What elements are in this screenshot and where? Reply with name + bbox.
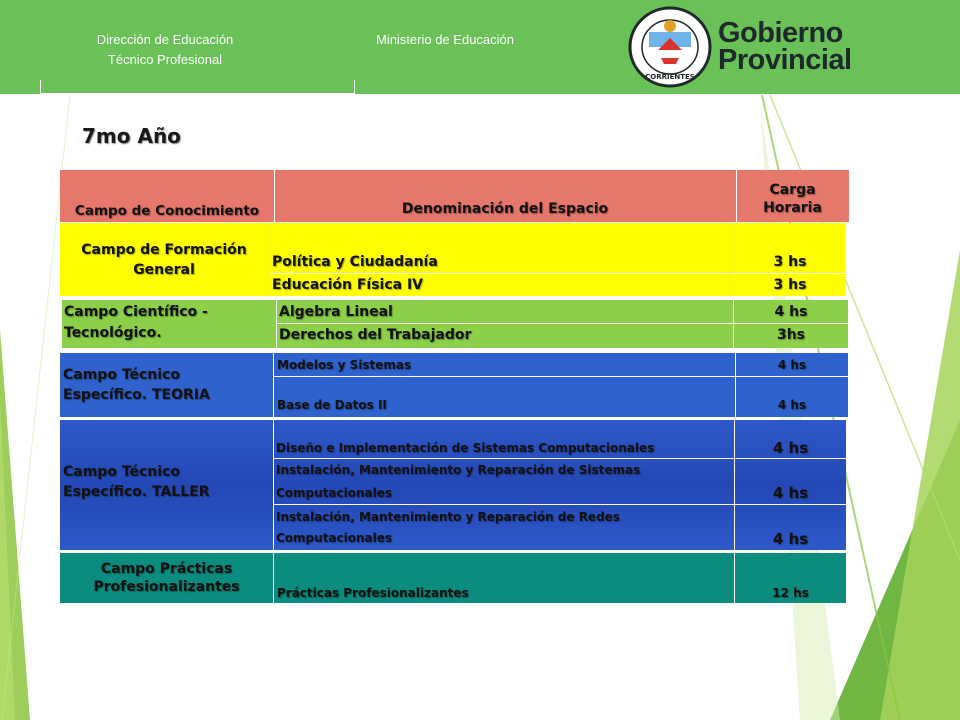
cientifico-campo-line1: Campo Científico - [64, 304, 208, 320]
header-ministerio: Ministerio de Educación [375, 32, 515, 47]
practicas-block [60, 553, 846, 603]
column-divider [276, 300, 277, 348]
cientifico-row-1-espacio: Algebra Lineal [279, 304, 393, 320]
header-campo: Campo de Conocimiento [74, 203, 260, 219]
row-divider [273, 458, 846, 459]
cientifico-block [62, 300, 848, 348]
header-direccion-line1: Dirección de Educación [96, 32, 234, 47]
practicas-campo-line2: Profesionalizantes [93, 579, 240, 595]
taller-block [60, 420, 846, 550]
column-divider [269, 223, 270, 296]
taller-row-2-horas: 4 hs [772, 484, 809, 502]
header-direccion-line2: Técnico Profesional [107, 52, 223, 67]
general-row-1-espacio: Política y Ciudadanía [272, 254, 438, 270]
taller-row-2-espacio-line2: Computacionales [276, 486, 393, 500]
header-direccion [60, 30, 270, 70]
corrientes-seal-icon [627, 6, 713, 88]
teoria-row-1-horas: 4 hs [777, 358, 807, 372]
teoria-block [60, 353, 848, 417]
seal-label: CORRIENTES [645, 73, 695, 81]
header-bar [0, 0, 960, 94]
right-green-ray-light [880, 250, 960, 720]
row-divider [273, 504, 846, 505]
taller-row-1-horas: 4 hs [772, 439, 809, 457]
header-carga-line1: Carga [769, 182, 816, 198]
general-row-2-horas: 3 hs [773, 277, 807, 293]
practicas-campo-line1: Campo Prácticas [100, 561, 233, 577]
practicas-horas: 12 hs [772, 586, 809, 600]
header-divider-tick [354, 80, 355, 94]
row-divider [269, 273, 846, 274]
table-header-row [60, 170, 849, 222]
taller-row-2-espacio-line1: Instalación, Mantenimiento y Reparación de Sistemas [276, 463, 641, 477]
wordmark-line2: Provincial [718, 44, 852, 76]
practicas-espacio: Prácticas Profesionalizantes [277, 586, 469, 600]
column-divider [273, 420, 274, 550]
cientifico-row-1-horas: 4 hs [774, 304, 808, 320]
cientifico-campo-line2: Tecnológico. [64, 325, 162, 341]
general-row-2-espacio: Educación Física IV [272, 277, 424, 293]
wordmark-line1: Gobierno [718, 17, 843, 49]
taller-row-3-espacio-line1: Instalación, Mantenimiento y Reparación de Redes [276, 510, 620, 524]
header-divider-tick [40, 80, 41, 94]
taller-campo-line2: Específico. TALLER [63, 484, 210, 500]
cientifico-row-2-horas: 3hs [776, 327, 806, 343]
taller-campo-line1: Campo Técnico [63, 464, 180, 480]
taller-row-1-espacio: Diseño e Implementación de Sistemas Computacionales [276, 441, 655, 455]
page-title: 7mo Año [82, 124, 181, 148]
taller-row-3-horas: 4 hs [772, 530, 809, 548]
row-divider [276, 323, 848, 324]
cientifico-row-2-espacio: Derechos del Trabajador [279, 327, 472, 343]
general-campo: Campo de Formación General [81, 242, 247, 278]
header-carga-line2: Horaria [763, 200, 822, 216]
header-denominacion: Denominación del Espacio [401, 201, 609, 217]
gobierno-provincial-wordmark [718, 17, 852, 76]
row-divider [273, 376, 848, 377]
header-divider-line [40, 93, 355, 94]
general-block [60, 223, 846, 296]
column-divider [273, 353, 274, 417]
teoria-campo-line1: Campo Técnico [63, 367, 180, 383]
teoria-campo-line2: Específico. TEORIA [63, 387, 210, 403]
teoria-row-2-espacio: Base de Datos II [277, 398, 387, 412]
general-row-1-horas: 3 hs [773, 254, 807, 270]
column-divider [273, 553, 274, 603]
teoria-row-1-espacio: Modelos y Sistemas [277, 358, 412, 372]
taller-row-3-espacio-line2: Computacionales [276, 531, 393, 545]
teoria-row-2-horas: 4 hs [777, 398, 807, 412]
